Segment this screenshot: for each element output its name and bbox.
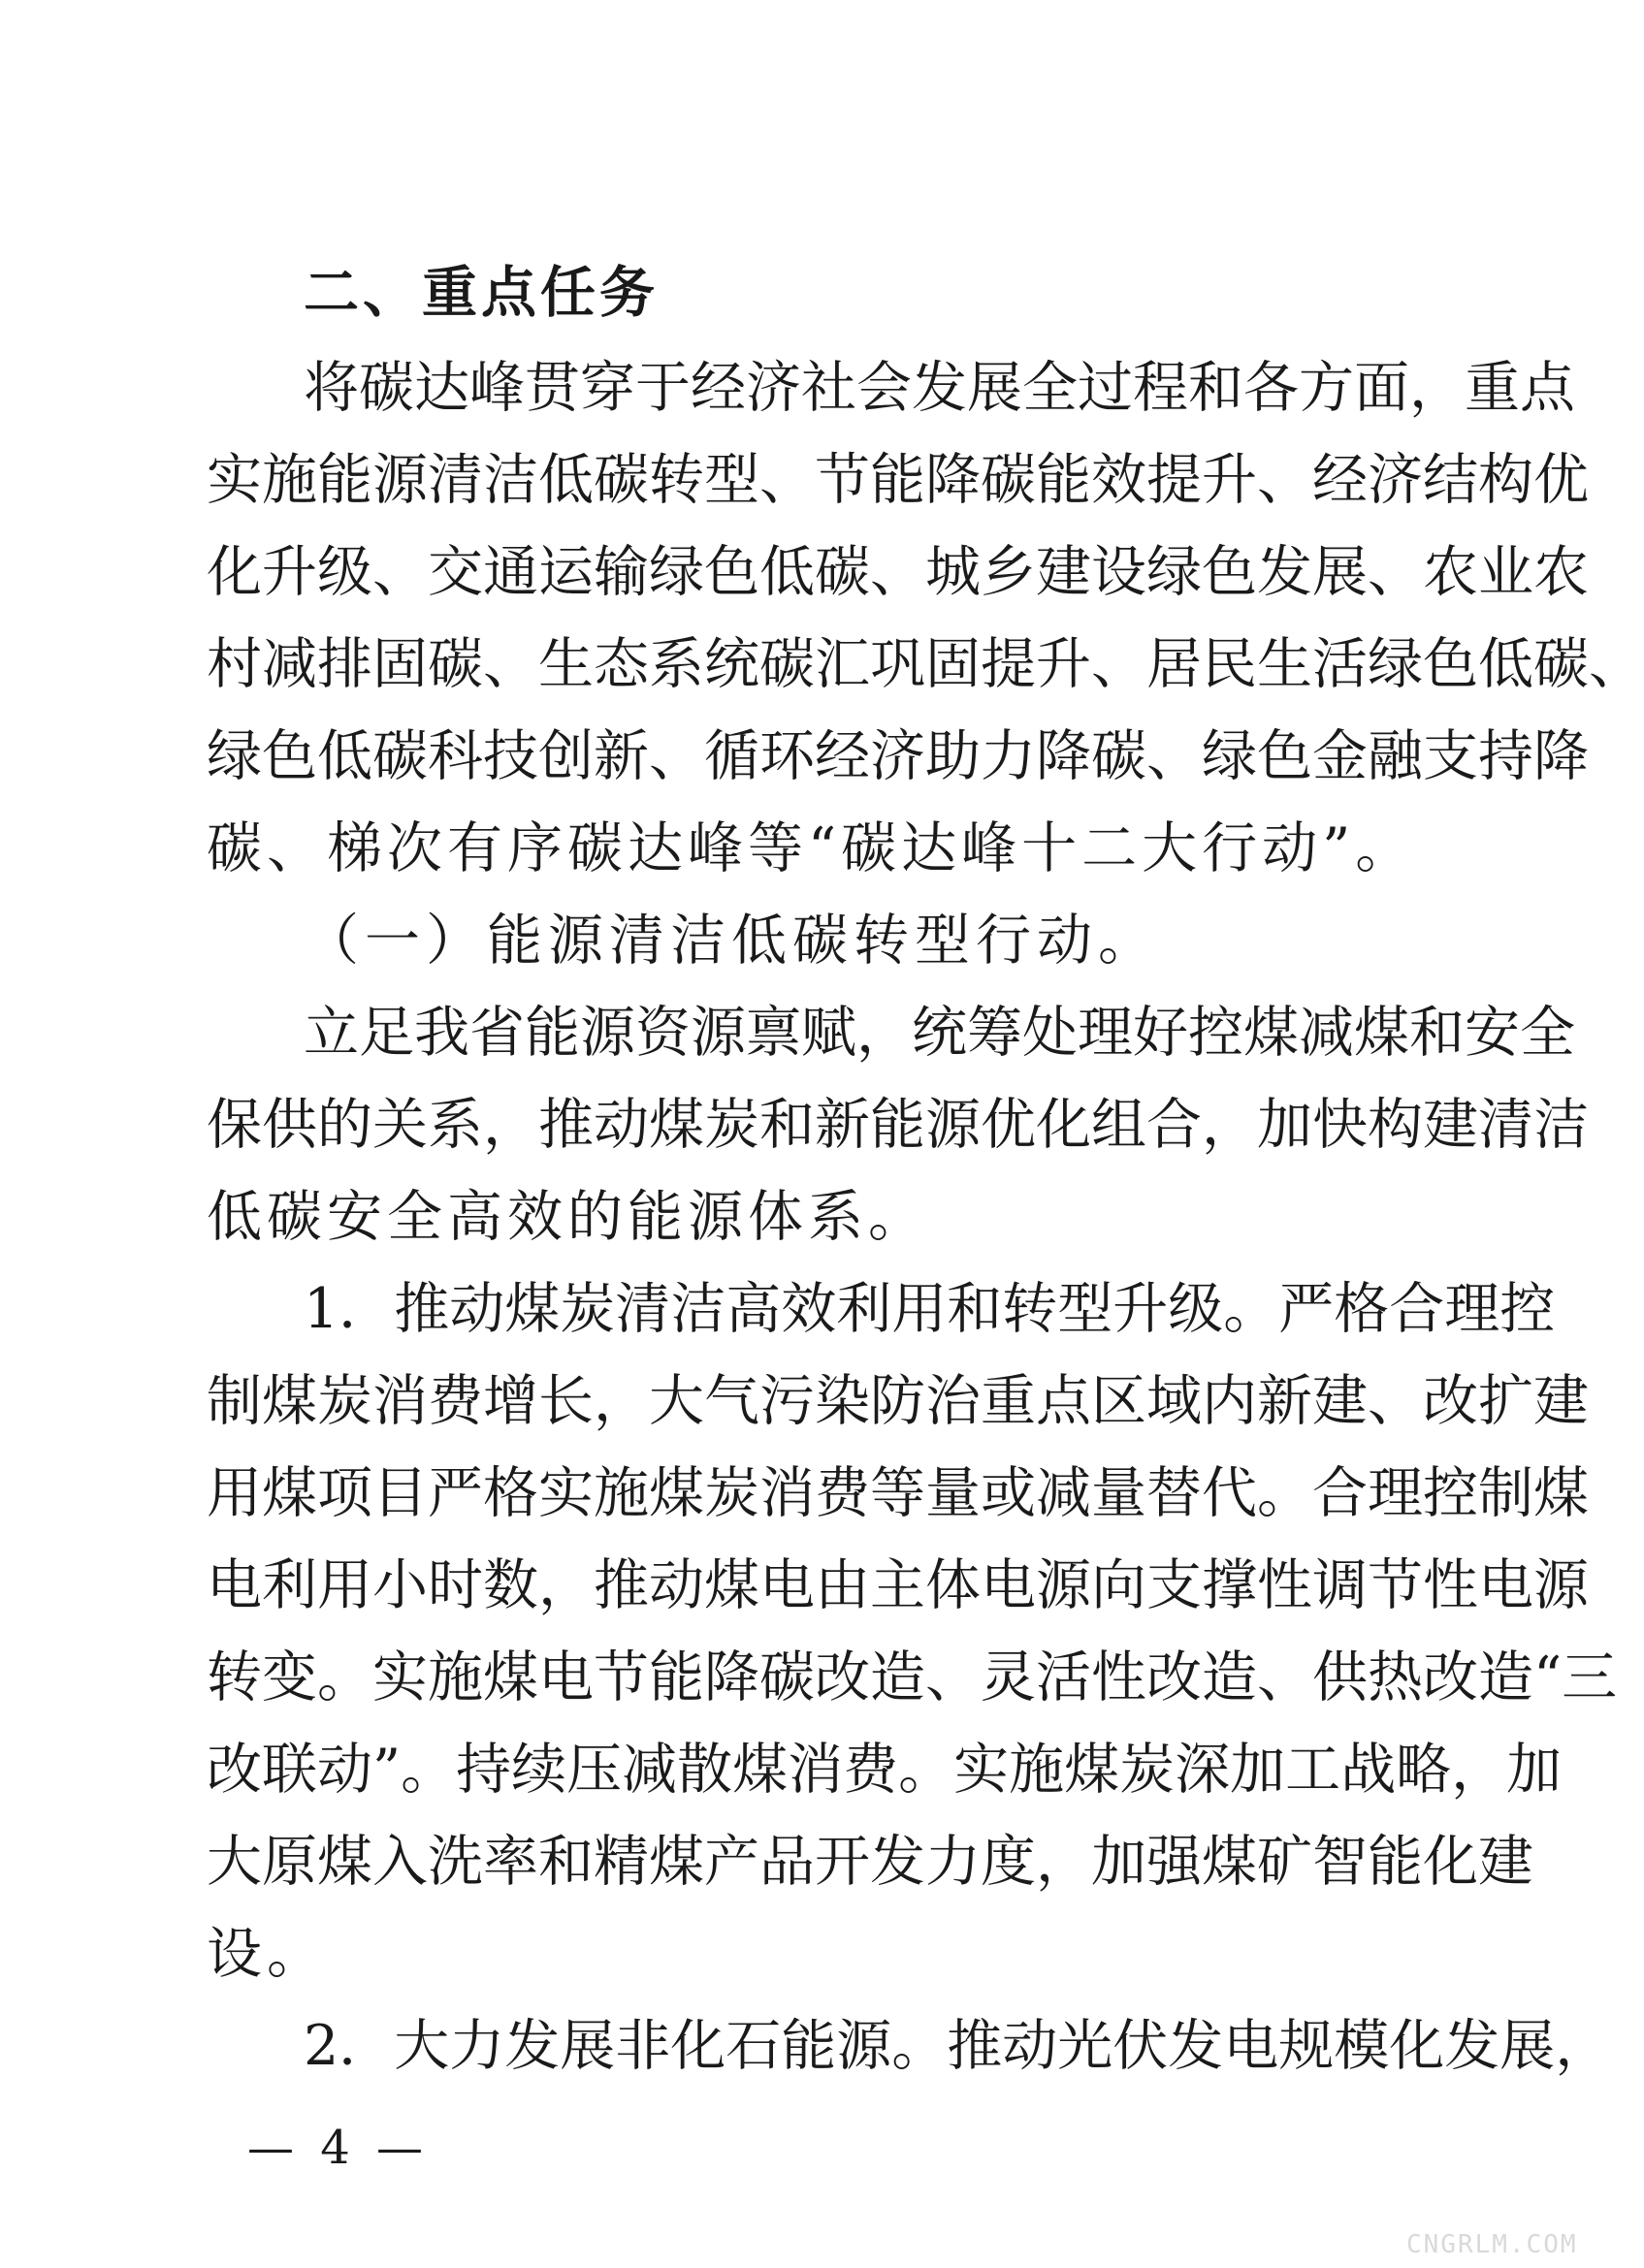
subsection-heading: （一）能源清洁低碳转型行动。 <box>304 909 1159 973</box>
item1-line-3: 用 煤 项 目 严 格 实 施 煤 炭 消 费 等 量 或 减 量 替 代 。 合 理 控 制 煤 <box>207 1461 1589 1525</box>
item1-line-1: 1 ． 推 动 煤 炭 清 洁 高 效 利 用 和 转 型 升 级 。 严 格 合 理 控 <box>304 1277 1556 1341</box>
section1-line-2: 保 供 的 关 系 ， 推 动 煤 炭 和 新 能 源 优 化 组 合 ， 加 快 构 建 清 洁 <box>207 1093 1589 1157</box>
item1-line-7: 大 原 煤 入 洗 率 和 精 煤 产 品 开 发 力 度 ， 加 强 煤 矿 智 能 化 建 <box>207 1830 1533 1894</box>
item1-line-2: 制 煤 炭 消 费 增 长 ， 大 气 污 染 防 治 重 点 区 域 内 新 建 、 改 扩 建 <box>207 1369 1589 1433</box>
item1-line-6: 改 联 动 ” 。 持 续 压 减 散 煤 消 费 。 实 施 煤 炭 深 加 工 战 略 ， 加 <box>207 1738 1563 1802</box>
item1-line-5: 转 变 。 实 施 煤 电 节 能 降 碳 改 造 、 灵 活 性 改 造 、 供 热 改 造 “ 三 <box>207 1645 1618 1709</box>
item2-line-1: 2 ． 大 力 发 展 非 化 石 能 源 。 推 动 光 伏 发 电 规 模 化 发 展 ， <box>304 2014 1611 2078</box>
section1-line-1: 立 足 我 省 能 源 资 源 禀 赋 ， 统 筹 处 理 好 控 煤 减 煤 和 安 全 <box>304 1001 1575 1065</box>
intro-line-3: 化 升 级 、 交 通 运 输 绿 色 低 碳 、 城 乡 建 设 绿 色 发 展 、 农 业 农 <box>207 540 1589 604</box>
intro-line-2: 实 施 能 源 清 洁 低 碳 转 型 、 节 能 降 碳 能 效 提 升 、 经 济 结 构 优 <box>207 448 1589 512</box>
watermark: CNGRLM.COM <box>1406 2230 1578 2259</box>
page-number: — 4 — <box>247 2121 430 2175</box>
intro-line-4: 村 减 排 固 碳 、 生 态 系 统 碳 汇 巩 固 提 升 、 居 民 生 活 绿 色 低 碳 、 <box>207 632 1644 696</box>
item1-line-4: 电 利 用 小 时 数 ， 推 动 煤 电 由 主 体 电 源 向 支 撑 性 调 节 性 电 源 <box>207 1553 1589 1617</box>
intro-line-1: 将 碳 达 峰 贯 穿 于 经 济 社 会 发 展 全 过 程 和 各 方 面 ， 重 点 <box>304 356 1575 420</box>
section1-line-3: 低碳安全高效的能源体系。 <box>207 1185 928 1249</box>
item1-line-8: 设。 <box>207 1922 327 1986</box>
intro-line-6: 碳、梯次有序碳达峰等“碳达峰十二大行动”。 <box>207 816 1416 880</box>
section-heading: 二、重点任务 <box>304 261 659 325</box>
intro-line-5: 绿 色 低 碳 科 技 创 新 、 循 环 经 济 助 力 降 碳 、 绿 色 金 融 支 持 降 <box>207 724 1589 788</box>
